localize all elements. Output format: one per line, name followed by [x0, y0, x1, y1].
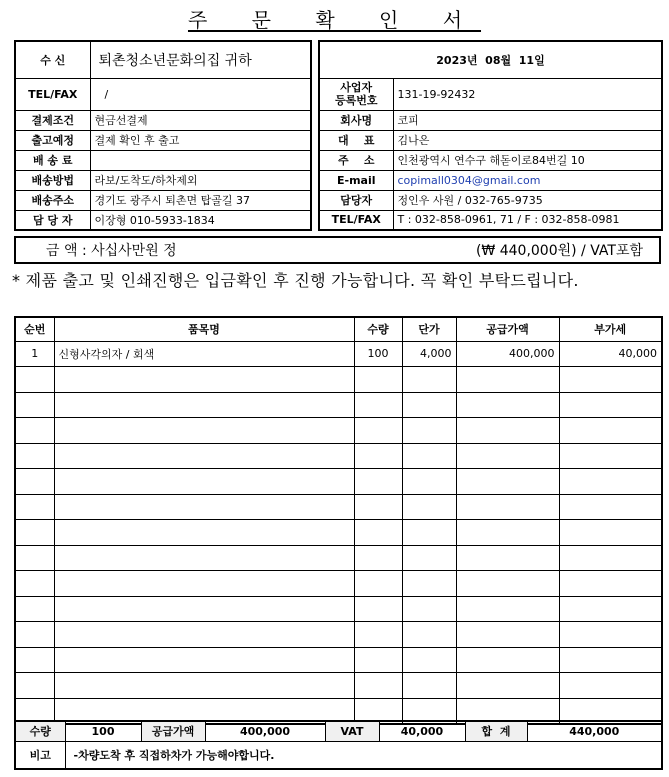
row-unit-price: [402, 673, 456, 699]
company-name-value: 코피: [393, 110, 662, 130]
items-table: [14, 316, 663, 725]
row-vat: 40,000: [559, 341, 662, 367]
totals-supply-label: 공급가액: [141, 721, 205, 741]
row-qty: [354, 520, 402, 546]
row-no: 1: [15, 341, 54, 367]
payment-terms-label: 결제조건: [15, 110, 90, 130]
telfax-value: /: [90, 78, 311, 110]
row-unit-price: [402, 494, 456, 520]
row-unit-price: [402, 443, 456, 469]
shipping-fee-label: 배 송 료: [15, 150, 90, 170]
table-row: [15, 418, 662, 444]
row-no: [15, 622, 54, 648]
row-item: [54, 520, 354, 546]
contact-person-label: 담 당 자: [15, 210, 90, 230]
total-amount-box: [14, 236, 661, 264]
row-item: [54, 392, 354, 418]
row-unit-price: [402, 367, 456, 393]
table-row: [15, 443, 662, 469]
row-item: [54, 545, 354, 571]
row-supply: [456, 469, 559, 495]
ceo-label: 대 표: [319, 130, 393, 150]
totals-supply-value: 400,000: [205, 721, 325, 741]
row-qty: [354, 596, 402, 622]
row-supply: [456, 545, 559, 571]
row-qty: [354, 418, 402, 444]
row-qty: [354, 443, 402, 469]
row-no: [15, 596, 54, 622]
row-no: [15, 673, 54, 699]
sales-rep-value: 정인우 사원 / 032-765-9735: [393, 190, 662, 210]
row-unit-price: [402, 596, 456, 622]
table-row: [15, 392, 662, 418]
row-no: [15, 520, 54, 546]
table-row: [15, 469, 662, 495]
col-header-vat: 부가세: [559, 317, 662, 341]
col-header-unit-price: 단가: [402, 317, 456, 341]
amount-in-words: 금 액 : 사십사만원 정: [46, 243, 177, 259]
row-item: [54, 469, 354, 495]
ceo-value: 김나은: [393, 130, 662, 150]
sales-rep-label: 담당자: [319, 190, 393, 210]
row-no: [15, 647, 54, 673]
shipping-schedule-value: 결제 확인 후 출고: [90, 130, 311, 150]
totals-grand-label: 합 계: [465, 721, 527, 741]
row-qty: [354, 673, 402, 699]
row-supply: [456, 673, 559, 699]
telfax-label: TEL/FAX: [15, 78, 90, 110]
col-header-item: 품목명: [54, 317, 354, 341]
row-qty: [354, 494, 402, 520]
row-no: [15, 494, 54, 520]
row-qty: [354, 392, 402, 418]
row-item: [54, 622, 354, 648]
row-supply: [456, 494, 559, 520]
table-row: [15, 341, 662, 367]
totals-vat-value: 40,000: [379, 721, 465, 741]
row-supply: [456, 392, 559, 418]
col-header-no: 순번: [15, 317, 54, 341]
row-vat: [559, 545, 662, 571]
table-row: [15, 673, 662, 699]
row-vat: [559, 443, 662, 469]
row-qty: [354, 571, 402, 597]
row-vat: [559, 622, 662, 648]
row-vat: [559, 520, 662, 546]
row-item: [54, 494, 354, 520]
remarks-value: -차량도착 후 직접하차가 가능해야합니다.: [65, 741, 662, 769]
shipping-fee-value: [90, 150, 311, 170]
row-supply: [456, 520, 559, 546]
recipient-value: 퇴촌청소년문화의집 귀하: [90, 41, 311, 78]
row-supply: [456, 443, 559, 469]
row-vat: [559, 392, 662, 418]
row-qty: [354, 647, 402, 673]
row-vat: [559, 596, 662, 622]
row-item: [54, 367, 354, 393]
row-unit-price: [402, 520, 456, 546]
shipping-address-label: 배송주소: [15, 190, 90, 210]
row-no: [15, 443, 54, 469]
col-header-supply: 공급가액: [456, 317, 559, 341]
row-unit-price: [402, 647, 456, 673]
table-row: [15, 545, 662, 571]
recipient-info-table: [14, 40, 312, 231]
table-row: [15, 647, 662, 673]
row-supply: [456, 622, 559, 648]
document-title: 주 문 확 인 서: [187, 8, 482, 32]
shipping-schedule-label: 출고예정: [15, 130, 90, 150]
row-unit-price: [402, 622, 456, 648]
totals-table: [14, 720, 663, 770]
remarks-label: 비고: [15, 741, 65, 769]
row-vat: [559, 673, 662, 699]
order-date: 2023년 08월 11일: [319, 41, 662, 78]
supplier-info-table: [318, 40, 663, 231]
company-name-label: 회사명: [319, 110, 393, 130]
row-qty: [354, 367, 402, 393]
col-header-qty: 수량: [354, 317, 402, 341]
business-number-value: 131-19-92432: [393, 78, 662, 110]
row-supply: [456, 571, 559, 597]
totals-grand-value: 440,000: [527, 721, 662, 741]
row-unit-price: [402, 469, 456, 495]
row-qty: [354, 469, 402, 495]
row-vat: [559, 571, 662, 597]
row-unit-price: [402, 392, 456, 418]
shipping-method-value: 라보/도착도/하차제외: [90, 170, 311, 190]
row-vat: [559, 418, 662, 444]
contact-person-value: 이장형 010-5933-1834: [90, 210, 311, 230]
address-label: 주 소: [319, 150, 393, 170]
table-row: [15, 622, 662, 648]
row-supply: [456, 418, 559, 444]
row-item: 신형사각의자 / 회색: [54, 341, 354, 367]
row-supply: [456, 647, 559, 673]
row-qty: [354, 622, 402, 648]
email-label: E-mail: [319, 170, 393, 190]
table-row: [15, 571, 662, 597]
table-row: [15, 596, 662, 622]
row-unit-price: 4,000: [402, 341, 456, 367]
row-no: [15, 418, 54, 444]
business-number-label: 사업자 등록번호: [319, 78, 393, 110]
row-no: [15, 571, 54, 597]
row-item: [54, 647, 354, 673]
row-vat: [559, 647, 662, 673]
amount-in-numbers: (₩ 440,000원) / VAT포함: [475, 243, 643, 259]
shipping-method-label: 배송방법: [15, 170, 90, 190]
address-value: 인천광역시 연수구 해돋이로84번길 10: [393, 150, 662, 170]
totals-vat-label: VAT: [325, 721, 379, 741]
row-no: [15, 545, 54, 571]
table-row: [15, 494, 662, 520]
row-item: [54, 443, 354, 469]
totals-qty-value: 100: [65, 721, 141, 741]
row-unit-price: [402, 545, 456, 571]
table-row: [15, 367, 662, 393]
supplier-telfax-value: T : 032-858-0961, 71 / F : 032-858-0981: [393, 210, 662, 230]
row-item: [54, 571, 354, 597]
row-supply: 400,000: [456, 341, 559, 367]
row-vat: [559, 494, 662, 520]
row-no: [15, 392, 54, 418]
row-no: [15, 367, 54, 393]
row-item: [54, 673, 354, 699]
items-table-body: [15, 341, 662, 724]
table-row: [15, 520, 662, 546]
payment-terms-value: 현금선결제: [90, 110, 311, 130]
row-unit-price: [402, 418, 456, 444]
payment-notice: * 제품 출고 및 인쇄진행은 입금확인 후 진행 가능합니다. 꼭 확인 부탁드립니다.: [12, 271, 579, 290]
row-qty: 100: [354, 341, 402, 367]
row-vat: [559, 367, 662, 393]
row-item: [54, 596, 354, 622]
row-unit-price: [402, 571, 456, 597]
shipping-address-value: 경기도 광주시 퇴촌면 탑골길 37: [90, 190, 311, 210]
row-vat: [559, 469, 662, 495]
row-qty: [354, 545, 402, 571]
row-no: [15, 469, 54, 495]
supplier-telfax-label: TEL/FAX: [319, 210, 393, 230]
row-supply: [456, 596, 559, 622]
totals-qty-label: 수량: [15, 721, 65, 741]
row-supply: [456, 367, 559, 393]
row-item: [54, 418, 354, 444]
email-link[interactable]: copimall0304@gmail.com: [393, 170, 662, 190]
recipient-label: 수 신: [15, 41, 90, 78]
